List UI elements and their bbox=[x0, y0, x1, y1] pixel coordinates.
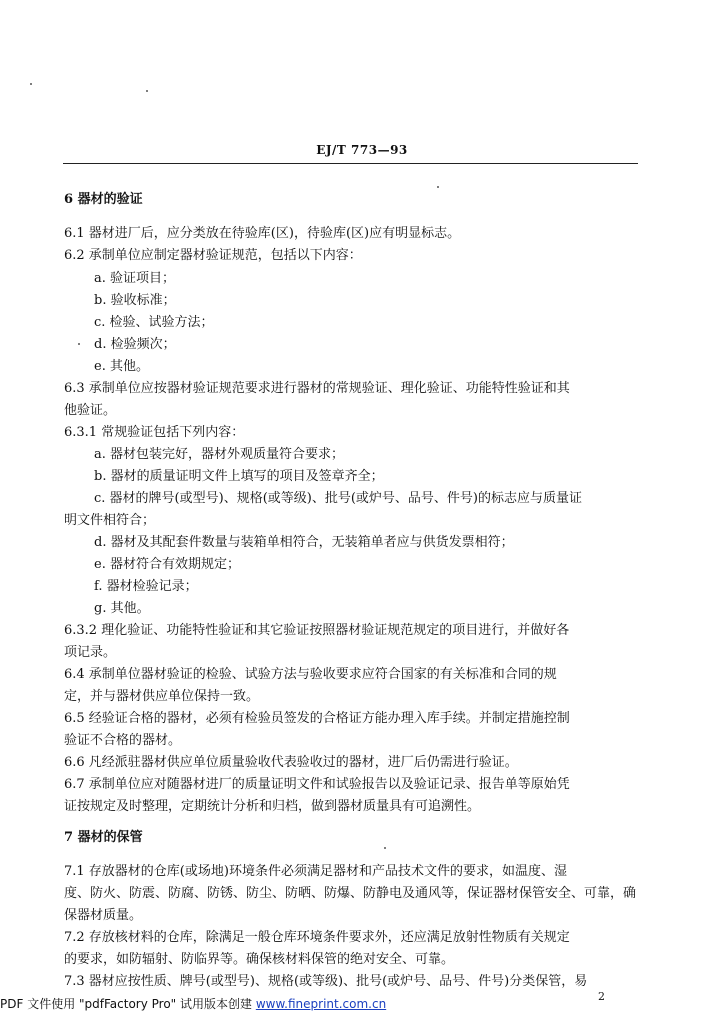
clause-text: 6.1 器材进厂后，应分类放在待验库(区)，待验库(区)应有明显标志。 bbox=[64, 226, 461, 241]
list-item-continued: 明文件相符合； bbox=[64, 513, 156, 528]
clause-text-continued: 的要求，如防辐射、防临界等。确保核材料保管的绝对安全、可靠。 bbox=[64, 952, 455, 967]
clause-text: 6.6 凡经派驻器材供应单位质量验收代表验收过的器材，进厂后仍需进行验证。 bbox=[64, 755, 518, 770]
pdf-watermark-footer bbox=[0, 995, 386, 1012]
clause-text-continued: 项记录。 bbox=[64, 645, 117, 660]
scan-speck bbox=[146, 90, 148, 92]
clause-text: 6.7 承制单位应对随器材进厂的质量证明文件和试验报告以及验证记录、报告单等原始凭 bbox=[64, 777, 570, 792]
list-item: a. 器材包装完好，器材外观质量符合要求； bbox=[94, 447, 345, 462]
scan-speck bbox=[384, 847, 386, 849]
clause-text: 6.5 经验证合格的器材，必须有检验员签发的合格证方能办理入库手续。并制定措施控制 bbox=[64, 711, 570, 726]
clause-text: 6.3.2 理化验证、功能特性验证和其它验证按照器材验证规范规定的项目进行，并做好各 bbox=[64, 623, 570, 638]
list-item: b. 验收标准； bbox=[94, 293, 176, 308]
list-item: d. 器材及其配套件数量与装箱单相符合，无装箱单者应与供货发票相符； bbox=[94, 535, 514, 550]
section-heading: 6 器材的验证 bbox=[64, 192, 143, 207]
list-item: e. 器材符合有效期规定； bbox=[94, 557, 240, 572]
clause-text-continued: 定，并与器材供应单位保持一致。 bbox=[64, 689, 260, 704]
scan-speck bbox=[78, 343, 80, 345]
clause-text: 6.3 承制单位应按器材验证规范要求进行器材的常规验证、理化验证、功能特性验证和其 bbox=[64, 381, 570, 396]
list-item: b. 器材的质量证明文件上填写的项目及签章齐全； bbox=[94, 469, 384, 484]
clause-text-continued: 他验证。 bbox=[64, 403, 117, 418]
list-item: f. 器材检验记录； bbox=[94, 579, 198, 594]
scan-speck bbox=[30, 83, 32, 85]
clause-text-continued: 保器材质量。 bbox=[64, 908, 143, 923]
clause-text-continued: 度、防火、防震、防腐、防锈、防尘、防晒、防爆、防静电及通风等，保证器材保管安全、可靠，确 bbox=[64, 886, 637, 901]
header-rule bbox=[63, 163, 638, 164]
clause-text: 6.4 承制单位器材验证的检验、试验方法与验收要求应符合国家的有关标准和合同的规 bbox=[64, 667, 557, 682]
section-heading: 7 器材的保管 bbox=[64, 830, 143, 845]
list-item: d. 检验频次； bbox=[94, 337, 176, 352]
page-number: 2 bbox=[598, 990, 605, 1003]
clause-text: 7.1 存放器材的仓库(或场地)环境条件必须满足器材和产品技术文件的要求，如温度、湿 bbox=[64, 864, 567, 879]
clause-text-continued: 验证不合格的器材。 bbox=[64, 733, 182, 748]
clause-text-continued: 证按规定及时整理，定期统计分析和归档，做到器材质量具有可追溯性。 bbox=[64, 799, 481, 814]
list-item: e. 其他。 bbox=[94, 359, 149, 374]
list-item: g. 其他。 bbox=[94, 601, 150, 616]
clause-text: 7.2 存放核材料的仓库，除满足一般仓库环境条件要求外，还应满足放射性物质有关规定 bbox=[64, 930, 570, 945]
clause-text: 6.3.1 常规验证包括下列内容： bbox=[64, 425, 245, 440]
list-item: c. 器材的牌号(或型号)、规格(或等级)、批号(或炉号、品号、件号)的标志应与质量证 bbox=[94, 491, 582, 506]
list-item: a. 验证项目； bbox=[94, 271, 176, 286]
clause-text: 7.3 器材应按性质、牌号(或型号)、规格(或等级)、批号(或炉号、品号、件号)分类保管，易 bbox=[64, 974, 588, 989]
watermark-link[interactable]: www.fineprint.com.cn bbox=[255, 997, 387, 1011]
watermark-text: PDF 文件使用 "pdfFactory Pro" 试用版本创建 bbox=[0, 997, 256, 1011]
clause-text: 6.2 承制单位应制定器材验证规范，包括以下内容： bbox=[64, 248, 362, 263]
list-item: c. 检验、试验方法； bbox=[94, 315, 214, 330]
scan-speck bbox=[437, 186, 439, 188]
standard-code-header: EJ/T 773—93 bbox=[316, 143, 408, 157]
